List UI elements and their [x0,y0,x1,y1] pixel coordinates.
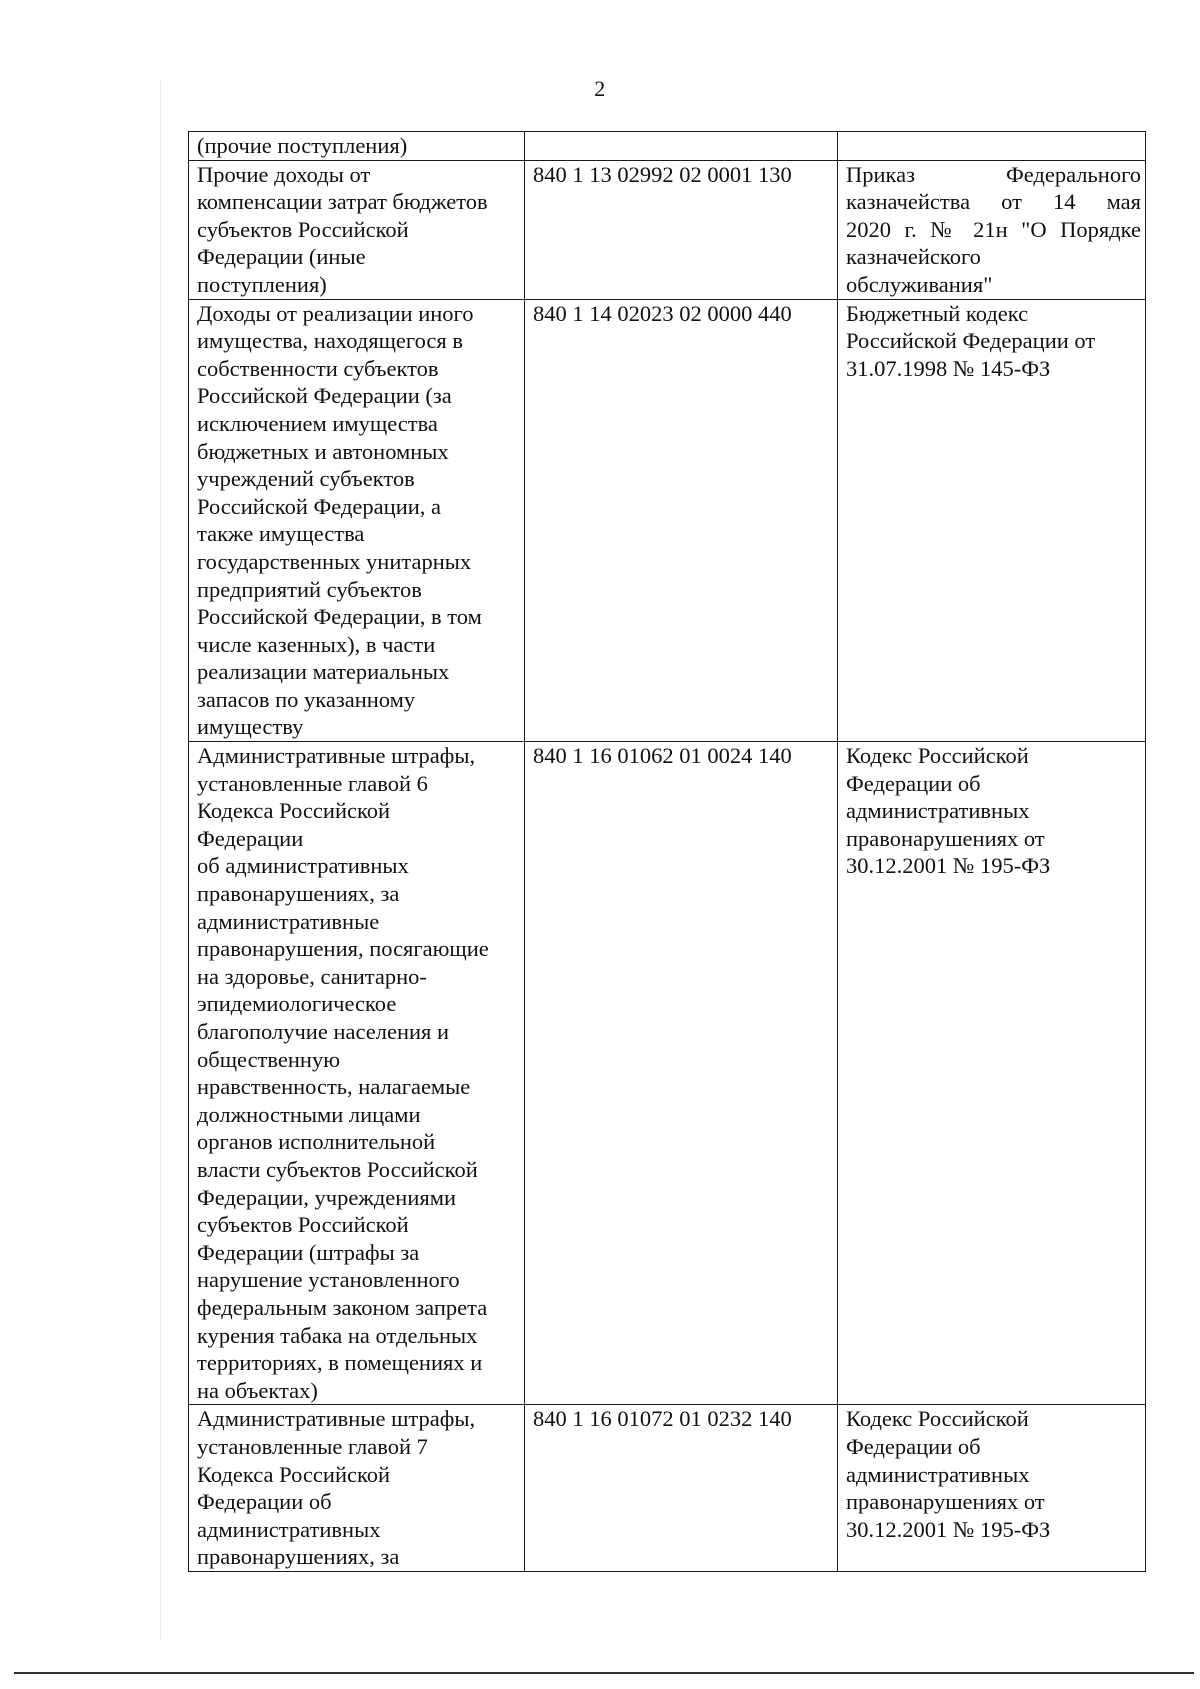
legal-basis-line: 2020 г. № 21н "О Порядке [846,216,1141,242]
income-name-line: установленные главой 7 [197,1433,428,1459]
income-name-line: общественную [197,1046,341,1072]
income-name-line: реализации материальных [197,659,450,685]
income-name-line: на объектах) [197,1377,318,1403]
legal-basis-line: 30.12.2001 № 195-ФЗ [846,853,1051,879]
income-name-line: Российской Федерации (за [197,383,452,409]
legal-basis-cell [838,1405,1146,1572]
income-name-cell [189,132,525,161]
budget-code: 840 1 16 01072 01 0232 140 [533,1406,792,1432]
income-name-line: Административные штрафы, [197,1406,476,1432]
legal-basis-line: Федерации об [846,1433,981,1459]
income-name-line: исключением имущества [197,410,438,436]
table-row [189,742,1146,1405]
legal-basis-cell [838,160,1146,299]
income-name-line: федеральным законом запрета [197,1294,488,1320]
legal-basis-cell [838,132,1146,161]
legal-basis-line: 31.07.1998 № 145-ФЗ [846,355,1051,381]
budget-code: 840 1 16 01062 01 0024 140 [533,743,792,769]
budget-code-cell [525,299,838,742]
budget-code: 840 1 14 02023 02 0000 440 [533,300,792,326]
budget-code-cell [525,742,838,1405]
income-name-line: субъектов Российской [197,1212,409,1238]
income-name-line: Прочие доходы от [197,161,371,187]
table-row [189,299,1146,742]
legal-basis-cell [838,299,1146,742]
income-name-line: об административных [197,853,409,879]
income-name-line: правонарушениях, за [197,1544,400,1570]
budget-code-cell [525,160,838,299]
income-name-line: Российской Федерации, а [197,493,442,519]
legal-basis-line: административных [846,1461,1030,1487]
legal-basis-line: казначейства от 14 мая [846,189,1141,215]
income-name-line: также имущества [197,521,365,547]
income-name-line: правонарушениях, за [197,881,400,907]
income-name-cell [189,160,525,299]
income-name-line: органов исполнительной [197,1129,436,1155]
legal-basis-cell [838,742,1146,1405]
income-name-cell [189,299,525,742]
table-row [189,132,1146,161]
scan-edge-shade [160,80,161,1640]
income-name-line: учреждений субъектов [197,466,415,492]
income-name-line: курения табака на отдельных [197,1322,478,1348]
page-number: 2 [594,76,606,101]
income-name-line: Российской Федерации, в том [197,604,482,630]
table-row [189,160,1146,299]
income-name-line: Федерации (иные [197,244,366,270]
legal-basis-line: казначейского [846,244,981,270]
income-name-line: бюджетных и автономных [197,438,449,464]
revenue-codes-table [188,131,1146,1572]
income-name-line: Федерации [197,825,304,851]
legal-basis-line: Приказ Федерального [846,161,1141,187]
income-name-line: власти субъектов Российской [197,1156,478,1182]
income-name-line: Федерации (штрафы за [197,1239,420,1265]
income-name-line: эпидемиологическое [197,991,397,1017]
scan-bottom-rule [14,1672,1194,1674]
income-name-line: Кодекса Российской [197,1461,391,1487]
legal-basis-line: 30.12.2001 № 195-ФЗ [846,1516,1051,1542]
income-name-line: нравственность, налагаемые [197,1074,471,1100]
income-name-line: должностными лицами [197,1101,421,1127]
income-name-line: административных [197,1516,381,1542]
table-body [189,132,1146,1572]
income-name-line: территориях, в помещениях и [197,1350,483,1376]
income-name-line: нарушение установленного [197,1267,460,1293]
budget-code-cell [525,1405,838,1572]
income-name-line: благополучие населения и [197,1019,450,1044]
budget-code: 840 1 13 02992 02 0001 130 [533,161,792,187]
income-name-line: имуществу [197,714,304,740]
income-name-cell [189,1405,525,1572]
income-name-line: имущества, находящегося в [197,328,463,354]
legal-basis-line: Российской Федерации от [846,328,1096,354]
income-name-line: Кодекса Российской [197,798,391,824]
income-name-line: (прочие поступления) [197,133,408,158]
legal-basis-line: Кодекс Российской [846,1406,1029,1432]
legal-basis-line: Бюджетный кодекс [846,300,1029,326]
income-name-line: государственных унитарных [197,548,472,574]
legal-basis-line: административных [846,798,1030,824]
income-name-line: Административные штрафы, [197,743,476,769]
income-name-line: установленные главой 6 [197,770,428,796]
income-name-cell [189,742,525,1405]
income-name-line: запасов по указанному [197,686,416,712]
income-name-line: правонарушения, посягающие [197,936,489,962]
income-name-line: поступления) [197,271,327,297]
income-name-line: числе казенных), в части [197,631,436,657]
legal-basis-line: обслуживания" [846,271,993,297]
income-name-line: субъектов Российской [197,216,409,242]
table-row [189,1405,1146,1572]
income-name-line: Федерации, учреждениями [197,1184,457,1210]
income-name-line: собственности субъектов [197,355,439,381]
legal-basis-line: Федерации об [846,770,981,796]
income-name-line: компенсации затрат бюджетов [197,189,488,215]
budget-code-cell [525,132,838,161]
income-name-line: предприятий субъектов [197,576,422,602]
legal-basis-line: Кодекс Российской [846,743,1029,769]
income-name-line: Доходы от реализации иного [197,300,474,326]
legal-basis-line: правонарушениях от [846,825,1045,851]
legal-basis-line: правонарушениях от [846,1489,1045,1515]
income-name-line: административные [197,908,380,934]
income-name-line: Федерации об [197,1489,332,1515]
income-name-line: на здоровье, санитарно- [197,963,427,989]
